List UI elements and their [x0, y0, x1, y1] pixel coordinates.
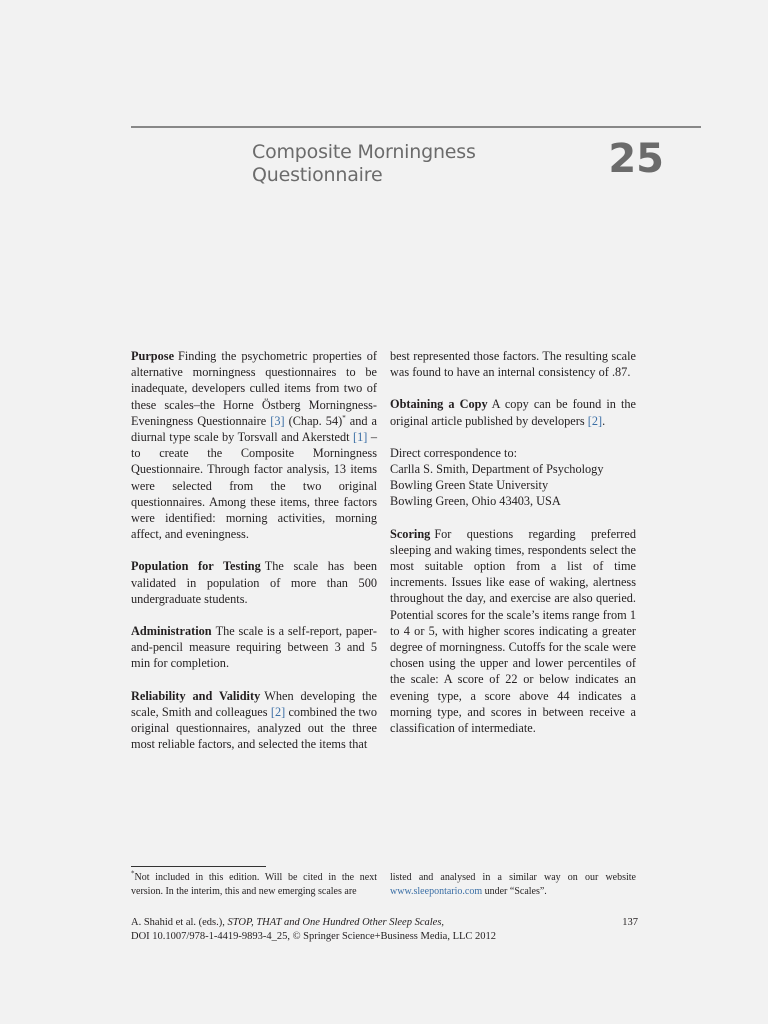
- purpose-text-a: Finding the psychometric properties of alternative morningness questionnaires to be inadequate, developers culled items from two of these scales–the Horne Östberg Morningness-Eveningness Questionnaire: [131, 349, 377, 428]
- reliability-text-a: When developing the scale, Smith and colleagues: [131, 688, 377, 719]
- reference-link-3[interactable]: [3]: [270, 413, 285, 428]
- correspondence-line-1: Direct correspondence to:: [390, 445, 518, 460]
- left-column: [131, 348, 377, 768]
- page-number: 137: [622, 917, 638, 928]
- footnote-right-text-b: under “Scales”.: [482, 885, 547, 897]
- footnote-marker: *: [342, 413, 346, 422]
- footnote-right: [390, 871, 636, 898]
- obtaining-text-b: .: [602, 413, 606, 428]
- obtaining-heading: Obtaining a Copy: [390, 397, 488, 412]
- citation-line-2: DOI 10.1007/978-1-4419-9893-4_25, © Springer Science+Business Media, LLC 2012: [131, 931, 497, 942]
- obtaining-paragraph: [390, 396, 636, 428]
- footnote-left: [131, 871, 377, 898]
- reference-link-2[interactable]: [2]: [587, 413, 603, 428]
- correspondence-line-3: Bowling Green State University: [390, 478, 549, 493]
- population-text: The scale has been validated in population of more than 500 undergraduate students.: [131, 559, 377, 606]
- footnote-rule: [131, 866, 266, 867]
- obtaining-text-a: A copy can be found in the original article published by developers: [390, 397, 636, 428]
- chapter-top-rule: [131, 126, 701, 128]
- correspondence-line-4: Bowling Green, Ohio 43403, USA: [390, 494, 561, 509]
- scoring-paragraph: [390, 526, 636, 737]
- page-footer: [131, 916, 638, 944]
- footnote-left-text: Not included in this edition. Will be cited in the next version. In the interim, this and new emerging scales are: [131, 872, 377, 897]
- purpose-text-c: and a diurnal type scale by Torsvall and Akerstedt: [131, 413, 377, 445]
- purpose-heading: Purpose: [131, 349, 175, 363]
- chapter-title-line-2: Questionnaire: [252, 164, 383, 186]
- citation-editors: A. Shahid et al. (eds.),: [131, 917, 228, 928]
- reference-link-1[interactable]: [1]: [353, 430, 368, 445]
- reliability-heading: Reliability and Validity: [131, 688, 261, 703]
- administration-heading: Administration: [131, 624, 212, 639]
- population-paragraph: [131, 558, 377, 607]
- scoring-heading: Scoring: [390, 526, 431, 541]
- chapter-title-line-1: Composite Morningness: [252, 141, 476, 163]
- reliability-paragraph: [131, 688, 377, 753]
- administration-text: The scale is a self-report, paper-and-pencil measure requiring between 3 and 5 min for completion.: [131, 624, 377, 671]
- reference-link-2[interactable]: [2]: [270, 704, 286, 719]
- book-title: STOP, THAT and One Hundred Other Sleep Scales,: [227, 917, 445, 928]
- reliability-text-b: combined the two original questionnaires, analyzed out the three most reliable factors, and selected the items that: [131, 704, 378, 752]
- footnote-mark: *: [131, 869, 135, 878]
- citation-line-1: [131, 916, 638, 930]
- chapter-number: 25: [608, 136, 664, 182]
- administration-paragraph: [131, 623, 377, 672]
- population-heading: Population for Testing: [131, 559, 261, 574]
- purpose-text-d: – to create the Composite Morningness Questionnaire. Through factor analysis, 13 items were selected from the two original questionnaires. Among these items, three factors were identified: morning activities, morning affect, and eveningness.: [131, 430, 377, 542]
- chapter-title: [252, 141, 552, 187]
- right-column: [390, 348, 636, 752]
- website-link[interactable]: www.sleepontario.com: [390, 885, 483, 897]
- reliability-continuation: best represented those factors. The resulting scale was found to have an internal consistency of .87.: [390, 349, 636, 380]
- correspondence-line-2: Carlla S. Smith, Department of Psychology: [390, 462, 604, 477]
- purpose-text-b: (Chap. 54): [284, 413, 343, 428]
- footnote-right-text-a: listed and analysed in a similar way on our website: [390, 872, 636, 883]
- purpose-paragraph: [131, 348, 377, 542]
- scoring-text: For questions regarding preferred sleeping and waking times, respondents select the most suitable option from a list of time increments. Issues like ease of waking, alertness throughout the day, and exercise are also queried. Potential scores for the scale’s items range from 1 to 4 or 5, with higher scores indicating a greater degree of morningness. Cutoffs for the scale were chosen using the upper and lower percentiles of the scale: A score of 22 or below indicates an evening type, a score above 44 indicates a morning type, and scores in between receive a classification of intermediate.: [390, 526, 636, 736]
